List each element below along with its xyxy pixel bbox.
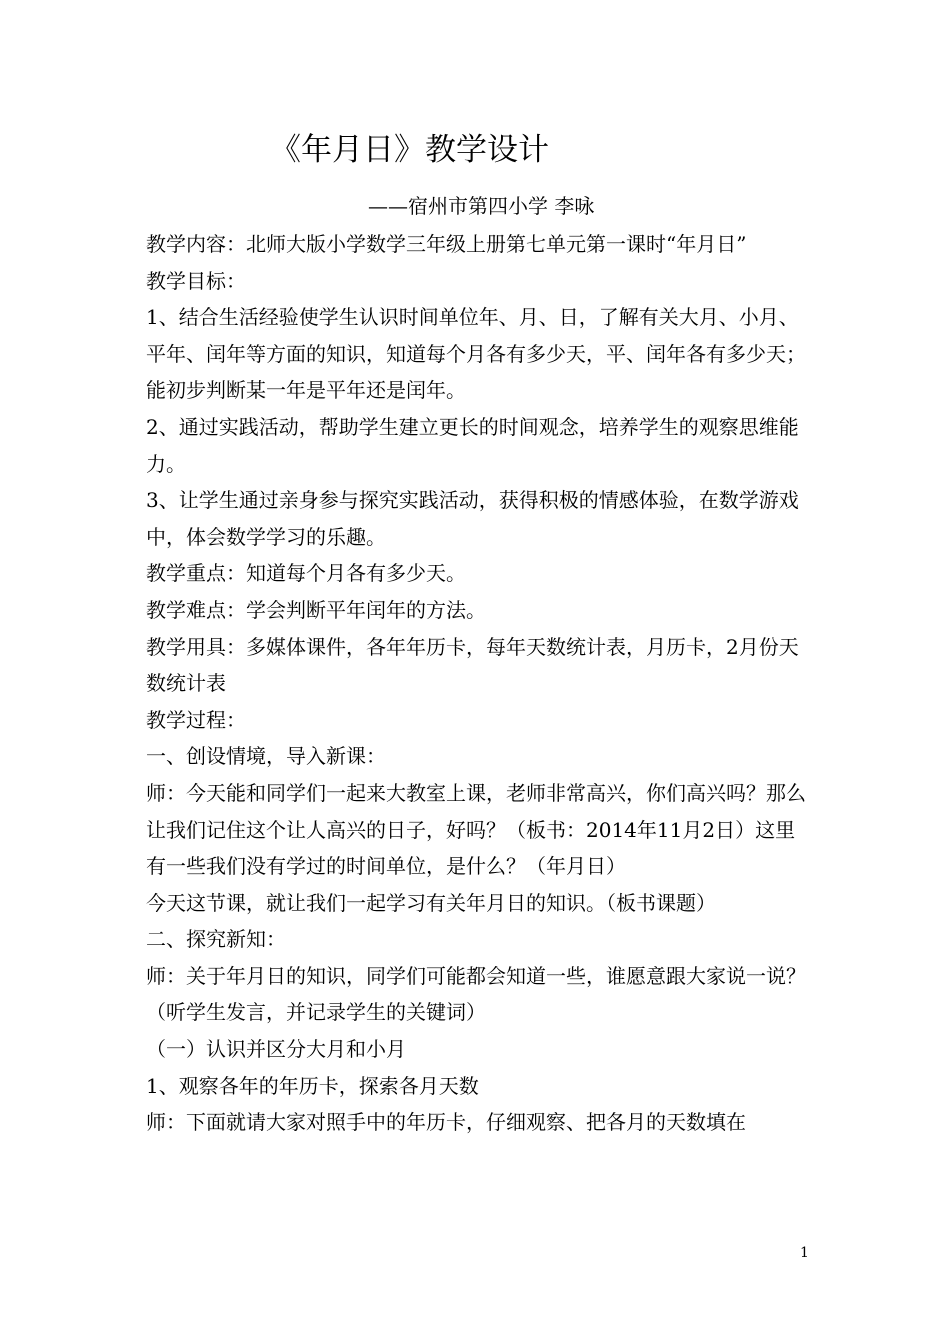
- paragraph-process-heading: 教学过程：: [146, 707, 246, 732]
- paragraph-objectives-heading: 教学目标：: [146, 268, 246, 293]
- page-number: 1: [800, 1245, 809, 1261]
- document-body: [146, 226, 814, 1141]
- paragraph-teacher-intro: 师：今天能和同学们一起来大教室上课，老师非常高兴，你们高兴吗？那么让我们记住这个让人高兴的日子，好吗？（板书：2014年11月2日）这里有一些我们没有学过的时间单位，是什么？（年月日）: [146, 780, 806, 879]
- paragraph-key-point: 教学重点：知道每个月各有多少天。: [146, 561, 466, 586]
- paragraph-teacher-fill: 师：下面就请大家对照手中的年历卡，仔细观察、把各月的天数填在: [146, 1110, 746, 1135]
- paragraph-content: 教学内容：北师大版小学数学三年级上册第七单元第一课时“年月日”: [146, 232, 747, 256]
- paragraph-tools: 教学用具：多媒体课件，各年年历卡，每年天数统计表，月历卡，2月份天数统计表: [146, 634, 799, 696]
- paragraph-observe: 1、观察各年的年历卡，探索各月天数: [146, 1073, 479, 1098]
- paragraph-subsection-1: （一）认识并区分大月和小月: [146, 1037, 406, 1062]
- paragraph-objective-1: 1、结合生活经验使学生认识时间单位年、月、日，了解有关大月、小月、平年、闰年等方面的知识，知道每个月各有多少天，平、闰年各有多少天；能初步判断某一年是平年还是闰年。: [146, 305, 806, 403]
- paragraph-difficulty: 教学难点：学会判断平年闰年的方法。: [146, 597, 486, 622]
- paragraph-today-lesson: 今天这节课，就让我们一起学习有关年月日的知识。（板书课题）: [146, 890, 716, 915]
- paragraph-teacher-ask: 师：关于年月日的知识，同学们可能都会知道一些，谁愿意跟大家说一说？: [146, 963, 806, 988]
- paragraph-listen: （听学生发言，并记录学生的关键词）: [146, 1000, 486, 1025]
- document-title: 《年月日》教学设计: [270, 132, 549, 168]
- paragraph-objective-2: 2、通过实践活动，帮助学生建立更长的时间观念，培养学生的观察思维能力。: [146, 414, 799, 476]
- paragraph-section-2: 二、探究新知：: [146, 927, 286, 952]
- document-author: ——宿州市第四小学 李咏: [368, 194, 595, 218]
- paragraph-section-1: 一、创设情境，导入新课：: [146, 744, 386, 769]
- paragraph-objective-3: 3、让学生通过亲身参与探究实践活动，获得积极的情感体验，在数学游戏中，体会数学学习的乐趣。: [146, 488, 799, 549]
